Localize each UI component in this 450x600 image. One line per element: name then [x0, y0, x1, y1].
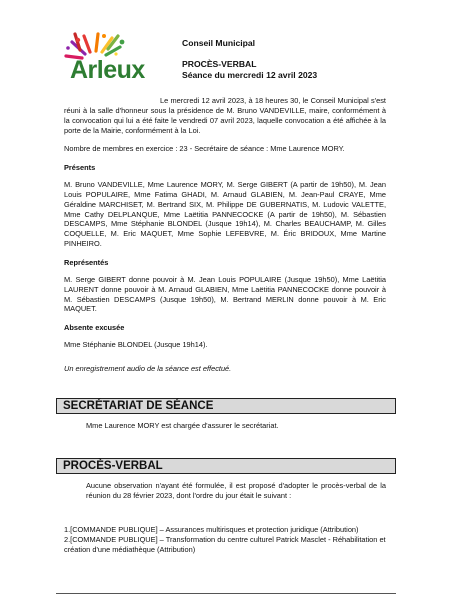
members-line: Nombre de membres en exercice : 23 - Secrétaire de séance : Mme Laurence MORY.	[64, 144, 345, 154]
agenda-list	[64, 525, 386, 555]
secretariat-text: Mme Laurence MORY est chargée d'assurer le secrétariat.	[86, 421, 279, 430]
presents-heading: Présents	[64, 163, 96, 173]
secretariat-section-title: SECRÉTARIAT DE SÉANCE	[56, 398, 396, 414]
council-title: Conseil Municipal	[182, 38, 256, 48]
presents-list: M. Bruno VANDEVILLE, Mme Laurence MORY, M. Serge GIBERT (A partir de 19h50), M. Jean Louis POPULAIRE, Mme Fatima GHADI, M. Arnaud GLABIEN, M. Jean-Paul CRAYE, Mme Géraldine MARCHISET, M. Bertrand SIX, M. Philippe DE GUBERNATIS, M. Ludovic VALETTE, Mme Cathy DELPLANQUE, Mme Laëtitia PANNECOCKE (A partir de 19h50), M. Sébastien DESCAMPS, Mme Stéphanie BLONDEL (Jusque 19h14), M. Charles BEAUCHAMP, M. Gilles COQUELLE, M. Eric MAQUET, Mme Sophie LEFEBVRE, M. Éric BRIDOUX, Mme Martine PINHEIRO.	[64, 180, 386, 249]
recording-note: Un enregistrement audio de la séance est effectué.	[64, 363, 232, 373]
logo-text: Arleux	[70, 56, 145, 84]
footer-divider	[56, 593, 396, 594]
minutes-section-title: PROCÈS-VERBAL	[56, 458, 396, 474]
intro-paragraph: Le mercredi 12 avril 2023, à 18 heures 30, le Conseil Municipal s'est réuni à la salle d'honneur sous la présidence de M. Bruno VANDEVILLE, maire, conformément à la convocation qui lui a été faite le vendredi 07 avril 2023, laquelle convocation a été affichée à la porte de la Mairie, conformément à la Loi.	[64, 96, 386, 135]
minutes-text: Aucune observation n'ayant été formulée, il est proposé d'adopter le procès-verbal de la réunion du 28 février 2023, dont l'ordre du jour était le suivant :	[86, 481, 386, 500]
represented-list: M. Serge GIBERT donne pouvoir à M. Jean Louis POPULAIRE (Jusque 19h50), Mme Laëtitia LAURENT donne pouvoir à M. Arnaud GLABIEN, Mme Laëtitia PANNECOCKE donne pouvoir à M. Sébastien DESCAMPS (Jusque 19h50), M. Bertrand MERLIN donne pouvoir à M. Eric MAQUET.	[64, 274, 386, 314]
agenda-item: 2.[COMMANDE PUBLIQUE] – Transformation du centre culturel Patrick Masclet - Réhabilitation et création d'une médiathèque (Attribution)	[64, 534, 386, 554]
absent-heading: Absente excusée	[64, 323, 125, 333]
document-body	[64, 96, 386, 374]
absent-list: Mme Stéphanie BLONDEL (Jusque 19h14).	[64, 340, 208, 350]
document-header	[182, 38, 432, 82]
represented-heading: Représentés	[64, 257, 109, 267]
agenda-item: 1.[COMMANDE PUBLIQUE] – Assurances multirisques et protection juridique (Attribution)	[64, 525, 359, 534]
arleux-logo	[58, 30, 170, 90]
document-type: PROCÈS-VERBAL	[182, 59, 257, 70]
session-date: Séance du mercredi 12 avril 2023	[182, 70, 318, 81]
